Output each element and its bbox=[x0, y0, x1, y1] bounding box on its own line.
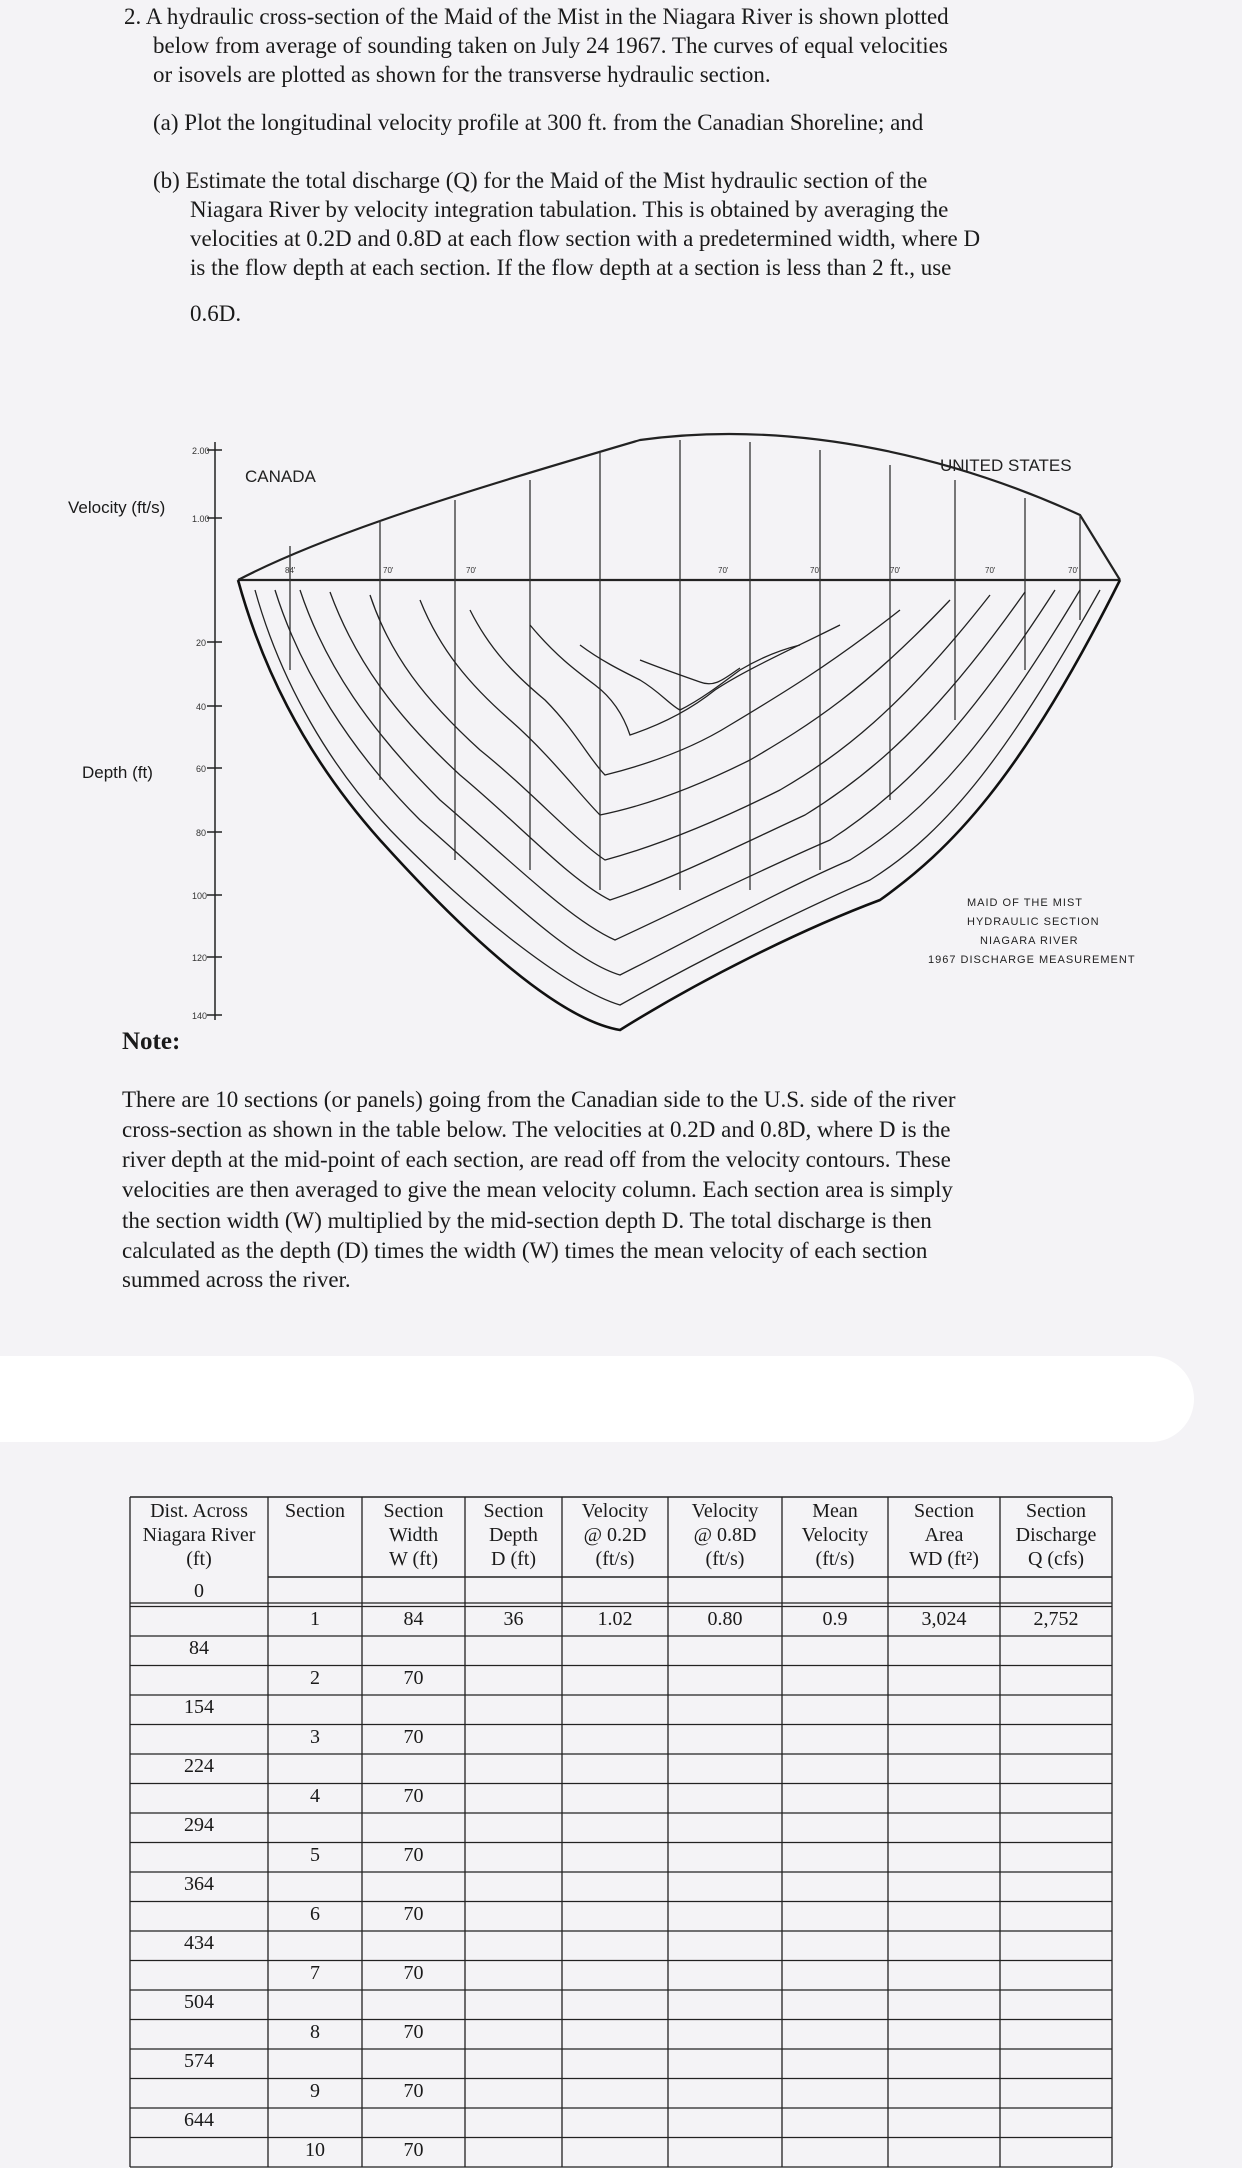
note-line-2: cross-section as shown in the table below. The velocities at 0.2D and 0.8D, where D is the bbox=[122, 1117, 951, 1142]
width-mark-7: 70' bbox=[985, 566, 996, 575]
column-header-line: Section bbox=[914, 1500, 974, 1522]
tick-label-1: 2.00 bbox=[192, 446, 210, 456]
tick-label-5: 60 bbox=[196, 764, 207, 774]
table-cell-section: 5 bbox=[310, 1844, 320, 1866]
column-header-line: Section bbox=[383, 1500, 444, 1522]
note-line-6: calculated as the depth (D) times the width (W) times the mean velocity of each section bbox=[122, 1238, 928, 1263]
column-header bbox=[1000, 1499, 1112, 1571]
width-mark-4: 70' bbox=[718, 566, 729, 575]
column-header-line: Discharge bbox=[1015, 1524, 1097, 1546]
table-cell-section: 4 bbox=[310, 1785, 320, 1807]
width-mark-2: 70' bbox=[383, 566, 394, 575]
part-b-line-4: is the flow depth at each section. If the flow depth at a section is less than 2 ft., use bbox=[190, 255, 952, 280]
column-header-line: (ft/s) bbox=[705, 1548, 745, 1570]
column-header-line: Niagara River bbox=[142, 1524, 256, 1546]
tick-label-7: 100 bbox=[192, 891, 208, 901]
column-header bbox=[465, 1499, 562, 1571]
distance-cell: 154 bbox=[184, 1696, 214, 1718]
table-cell-section: 6 bbox=[310, 1903, 320, 1925]
distance-cell: 364 bbox=[184, 1873, 214, 1895]
column-header bbox=[668, 1499, 782, 1571]
distance-cell: 644 bbox=[184, 2109, 214, 2131]
distance-cell: 84 bbox=[189, 1637, 209, 1659]
column-header-line: Width bbox=[388, 1524, 439, 1546]
note-line-4: velocities are then averaged to give the mean velocity column. Each section area is simply bbox=[122, 1177, 953, 1202]
part-b-line-2: Niagara River by velocity integration tabulation. This is obtained by averaging the bbox=[190, 197, 949, 222]
column-header-line: @ 0.2D bbox=[583, 1524, 647, 1546]
column-header-line: Section bbox=[483, 1500, 544, 1522]
column-header-line: (ft/s) bbox=[815, 1548, 855, 1570]
caption-line-2: HYDRAULIC SECTION bbox=[967, 916, 1100, 928]
column-header bbox=[888, 1499, 1000, 1571]
column-header bbox=[268, 1499, 362, 1523]
caption-line-1: MAID OF THE MIST bbox=[967, 897, 1084, 909]
velocity-axis-label: Velocity (ft/s) bbox=[68, 498, 166, 517]
tick-label-9: 140 bbox=[192, 1011, 208, 1021]
column-header-line: D (ft) bbox=[491, 1548, 536, 1570]
table-cell-section: 2 bbox=[310, 1667, 320, 1689]
column-header bbox=[130, 1499, 268, 1571]
part-b-line-3: velocities at 0.2D and 0.8D at each flow section with a predetermined width, where D bbox=[190, 226, 981, 251]
intro-line-3: or isovels are plotted as shown for the transverse hydraulic section. bbox=[153, 62, 771, 87]
tick-label-2: 1.00 bbox=[192, 514, 210, 524]
table-cell-section: 9 bbox=[310, 2080, 320, 2102]
distance-cell: 574 bbox=[184, 2050, 214, 2072]
table-cell-width: 70 bbox=[403, 2021, 424, 2043]
column-header-line: Depth bbox=[489, 1524, 538, 1546]
column-header bbox=[562, 1499, 668, 1571]
column-header-line: (ft) bbox=[186, 1548, 212, 1570]
depth-axis-label: Depth (ft) bbox=[82, 763, 153, 782]
table-cell-width: 70 bbox=[403, 1962, 424, 1984]
table-cell-v02: 1.02 bbox=[597, 1608, 633, 1630]
column-header-line: Mean bbox=[812, 1500, 858, 1522]
table-cell-v08: 0.80 bbox=[707, 1608, 743, 1630]
intro-line-2: below from average of sounding taken on July 24 1967. The curves of equal velocities bbox=[153, 33, 948, 58]
column-header-line: Dist. Across bbox=[150, 1500, 248, 1522]
part-a-text: (a) Plot the longitudinal velocity profile at 300 ft. from the Canadian Shoreline; and bbox=[153, 110, 924, 135]
column-header-line: WD (ft²) bbox=[909, 1548, 979, 1570]
table-cell-width: 84 bbox=[403, 1608, 424, 1630]
width-mark-1: 84' bbox=[285, 566, 296, 575]
note-line-7: summed across the river. bbox=[122, 1267, 351, 1292]
column-header-line: Velocity bbox=[581, 1500, 649, 1522]
canada-label: CANADA bbox=[245, 467, 316, 486]
tick-label-6: 80 bbox=[196, 828, 207, 838]
column-header-line: (ft/s) bbox=[595, 1548, 635, 1570]
distance-cell: 434 bbox=[184, 1932, 214, 1954]
table-cell-section: 3 bbox=[310, 1726, 320, 1748]
part-b-line-1: (b) Estimate the total discharge (Q) for the Maid of the Mist hydraulic section of the bbox=[153, 168, 928, 193]
width-mark-3: 70' bbox=[466, 566, 477, 575]
distance-cell: 294 bbox=[184, 1814, 214, 1836]
distance-cell: 0 bbox=[194, 1580, 204, 1602]
intro-line-1: 2. A hydraulic cross-section of the Maid of the Mist in the Niagara River is shown plotted bbox=[124, 4, 949, 29]
column-header-line: Area bbox=[924, 1524, 964, 1546]
united-states-label: UNITED STATES bbox=[940, 456, 1072, 475]
note-line-3: river depth at the mid-point of each section, are read off from the velocity contours. These bbox=[122, 1147, 951, 1172]
column-header bbox=[362, 1499, 465, 1571]
table-cell-width: 70 bbox=[403, 1726, 424, 1748]
table-cell-width: 70 bbox=[403, 2139, 424, 2161]
column-header-line: @ 0.8D bbox=[693, 1524, 757, 1546]
column-header-line: Section bbox=[285, 1500, 345, 1522]
table-cell-section: 1 bbox=[310, 1608, 320, 1630]
table-cell-section: 7 bbox=[310, 1962, 320, 1984]
column-header bbox=[782, 1499, 888, 1571]
table-cell-depth: 36 bbox=[503, 1608, 524, 1630]
tick-label-3: 20 bbox=[196, 638, 207, 648]
table-cell-section: 8 bbox=[310, 2021, 320, 2043]
width-mark-8: 70' bbox=[1068, 566, 1079, 575]
width-mark-6: 70' bbox=[890, 566, 901, 575]
column-header-line: Velocity bbox=[801, 1524, 869, 1546]
table-cell-width: 70 bbox=[403, 2080, 424, 2102]
table-cell-section: 10 bbox=[305, 2139, 325, 2161]
distance-cell: 504 bbox=[184, 1991, 214, 2013]
table-cell-width: 70 bbox=[403, 1667, 424, 1689]
width-mark-5: 70' bbox=[810, 566, 821, 575]
note-heading: Note: bbox=[122, 1028, 181, 1055]
caption-line-3: NIAGARA RIVER bbox=[980, 935, 1079, 947]
column-header-line: W (ft) bbox=[388, 1548, 439, 1570]
distance-cell: 224 bbox=[184, 1755, 214, 1777]
tick-label-8: 120 bbox=[192, 953, 208, 963]
table-cell-q: 2,752 bbox=[1033, 1608, 1079, 1630]
table-cell-width: 70 bbox=[403, 1903, 424, 1925]
table-cell-mean: 0.9 bbox=[822, 1608, 848, 1630]
caption-line-4: 1967 DISCHARGE MEASUREMENT bbox=[928, 954, 1136, 966]
column-header-line: Velocity bbox=[691, 1500, 759, 1522]
tick-label-4: 40 bbox=[196, 702, 207, 712]
part-b-line-5: 0.6D. bbox=[190, 301, 242, 326]
table-cell-area: 3,024 bbox=[921, 1608, 967, 1630]
note-line-1: There are 10 sections (or panels) going from the Canadian side to the U.S. side of the river bbox=[122, 1087, 956, 1112]
table-cell-width: 70 bbox=[403, 1785, 424, 1807]
note-line-5: the section width (W) multiplied by the mid-section depth D. The total discharge is then bbox=[122, 1208, 932, 1233]
column-header-line: Section bbox=[1026, 1500, 1086, 1522]
table-cell-width: 70 bbox=[403, 1844, 424, 1866]
column-header-line: Q (cfs) bbox=[1027, 1548, 1085, 1570]
